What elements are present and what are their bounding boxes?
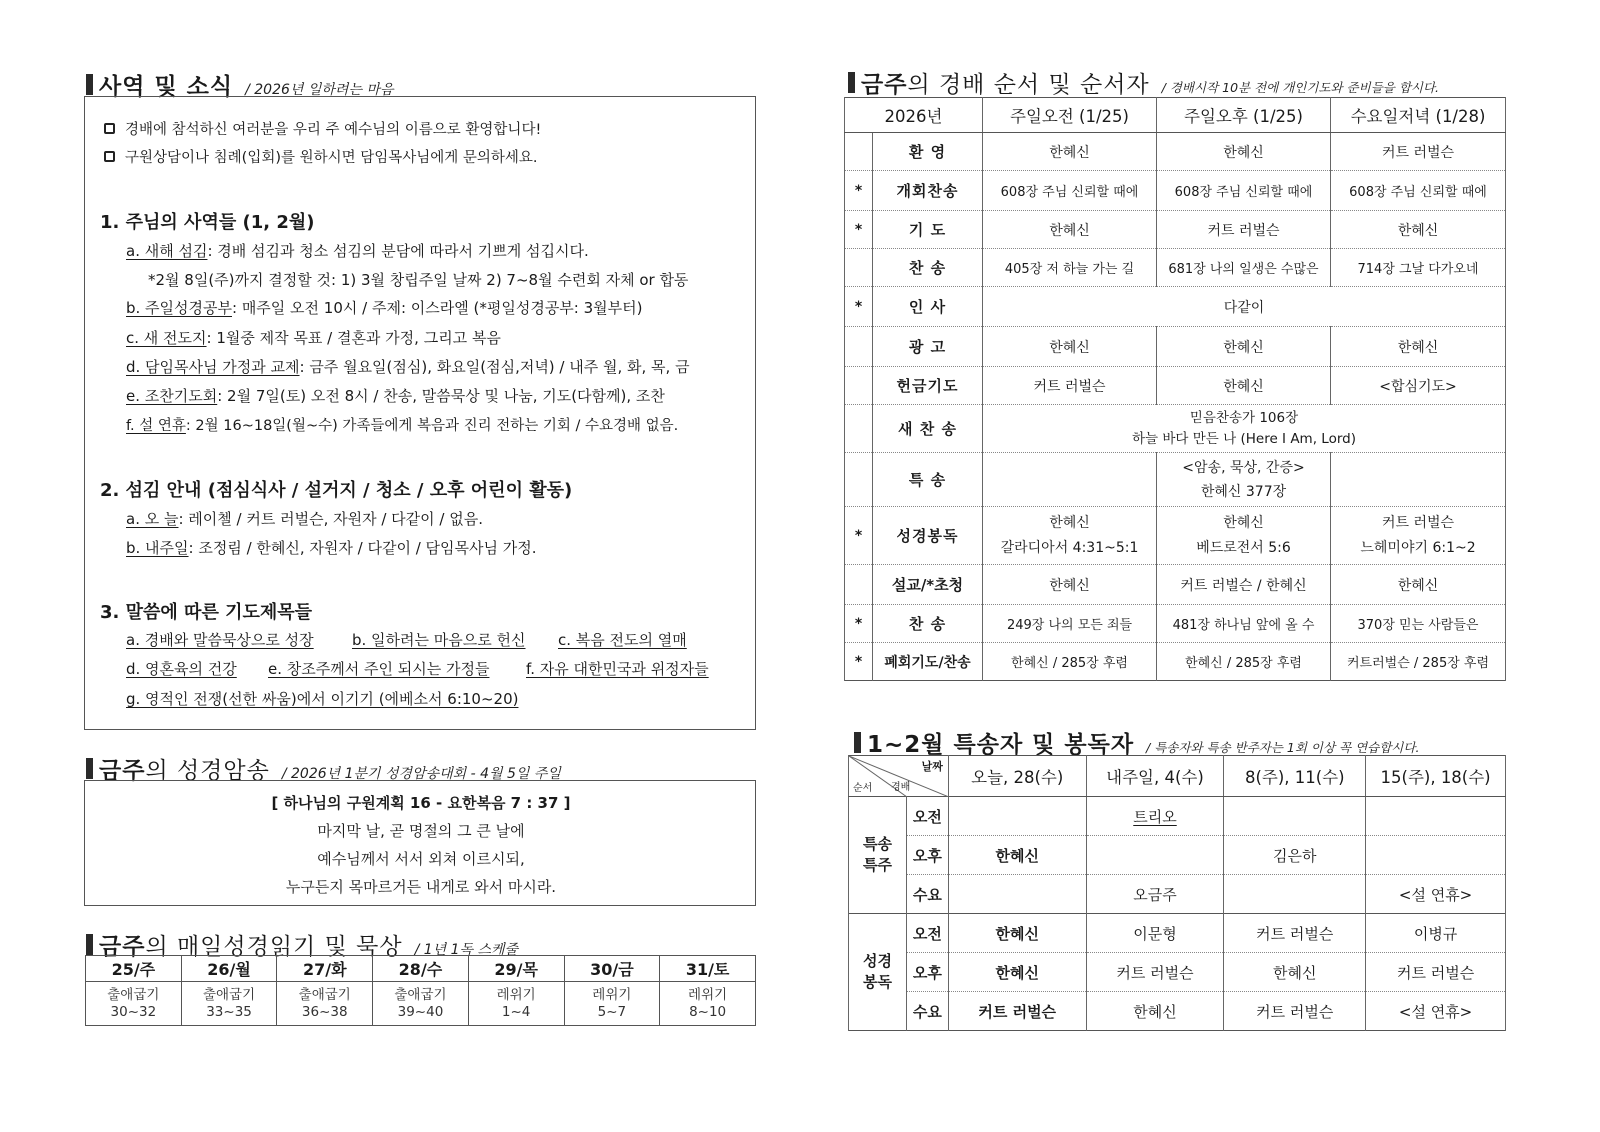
day-cell: 29/목 xyxy=(468,956,564,982)
section-heading-1: 1. 주님의 사역들 (1, 2월) xyxy=(100,212,315,233)
prayer-c: c. 복음 전도의 열매 xyxy=(558,631,687,649)
date-header: 오늘, 28(수) xyxy=(948,756,1086,797)
section-bar-icon xyxy=(86,74,93,95)
prayer-e: e. 창조주께서 주인 되시는 가정들 xyxy=(268,660,490,678)
worship-row-greeting xyxy=(845,287,1506,327)
day-cell: 25/주 xyxy=(86,956,182,982)
stand-marker: * xyxy=(845,643,873,681)
day-cell: 30/금 xyxy=(564,956,660,982)
reading-cell xyxy=(564,982,660,1026)
stand-marker: * xyxy=(845,507,873,565)
worship-cell: 한혜신 xyxy=(1331,211,1506,249)
order-label: 폐회기도/찬송 xyxy=(873,643,983,681)
worship-cell: 한혜신 / 285장 후렴 xyxy=(1157,643,1331,681)
reading-subtitle: / 1년 1독 스케줄 xyxy=(414,942,519,958)
worship-cell: 481장 하나님 앞에 올 수 xyxy=(1157,605,1331,643)
order-label: 개회찬송 xyxy=(873,171,983,211)
worship-cell: 한혜신 xyxy=(983,327,1157,367)
worship-cell xyxy=(983,507,1157,565)
new-hymn-number: 믿음찬송가 106장 xyxy=(1189,409,1299,426)
day-cell: 26/월 xyxy=(181,956,277,982)
reading-cell xyxy=(181,982,277,1026)
special-cell: 트리오 xyxy=(1086,797,1224,836)
worship-cell: 681장 나의 일생은 수많은 xyxy=(1157,249,1331,287)
corner-date-label: 날짜 xyxy=(921,760,943,773)
worship-row-welcome xyxy=(845,133,1506,171)
special-row xyxy=(849,992,1506,1031)
verse-reference: [ 하나님의 구원계획 16 - 요한복음 7 : 37 ] xyxy=(271,794,571,812)
new-hymn-title: 하늘 바다 만든 나 (Here I Am, Lord) xyxy=(1132,430,1356,447)
stand-marker: * xyxy=(845,287,873,327)
worship-cell xyxy=(1157,453,1331,507)
book: 출애굽기 xyxy=(202,986,256,1003)
special-cell: 커트 러벌슨 xyxy=(1366,953,1506,992)
worship-row-offering-prayer xyxy=(845,367,1506,405)
worship-cell: 커트 러벌슨 xyxy=(983,367,1157,405)
worship-row-sermon xyxy=(845,565,1506,605)
item-label: a. 새해 섬김 xyxy=(126,242,208,260)
worship-cell: 커트 러벌슨 / 한혜신 xyxy=(1157,565,1331,605)
chapters: 8~10 xyxy=(689,1003,727,1020)
worship-cell xyxy=(1331,453,1506,507)
worship-cell: <합심기도> xyxy=(1331,367,1506,405)
service-header: 주일오전 (1/25) xyxy=(983,98,1157,133)
special-row xyxy=(849,875,1506,914)
item-text: : 레이첼 / 커트 러벌슨, 자원자 / 다같이 / 없음. xyxy=(178,510,483,528)
worship-cell: 405장 저 하늘 가는 길 xyxy=(983,249,1157,287)
slot-label: 수요 xyxy=(906,992,948,1031)
stand-marker xyxy=(845,405,873,453)
chapters: 1~4 xyxy=(501,1003,531,1020)
order-label: 광 고 xyxy=(873,327,983,367)
item-label: e. 조찬기도회 xyxy=(126,387,218,405)
stand-marker xyxy=(845,367,873,405)
order-label: 인 사 xyxy=(873,287,983,327)
stand-marker: * xyxy=(845,211,873,249)
ministry-title: 사역 및 소식 xyxy=(99,74,234,100)
special-subtitle: / 특송자와 특송 반주자는 1회 이상 꼭 연습합시다. xyxy=(1146,740,1420,755)
stand-marker: * xyxy=(845,605,873,643)
worship-cell: 370장 믿는 사람들은 xyxy=(1331,605,1506,643)
reading-cell xyxy=(373,982,469,1026)
section-bar-icon xyxy=(854,732,861,753)
section-heading-2: 2. 섬김 안내 (점심식사 / 설거지 / 청소 / 오후 어린이 활동) xyxy=(100,480,573,501)
worship-cell xyxy=(983,453,1157,507)
order-label: 설교/*초청 xyxy=(873,565,983,605)
slot-label: 수요 xyxy=(906,875,948,914)
title-light: 의 매일성경읽기 및 묵상 xyxy=(145,934,403,960)
prayer-g: g. 영적인 전쟁(선한 싸움)에서 이기기 (에베소서 6:10~20) xyxy=(126,690,519,708)
reading-cell xyxy=(86,982,182,1026)
date-header: 내주일, 4(수) xyxy=(1086,756,1224,797)
worship-row-opening-hymn xyxy=(845,171,1506,211)
worship-cell: 커트러벌슨 / 285장 후렴 xyxy=(1331,643,1506,681)
prayer-d: d. 영혼육의 건강 xyxy=(126,660,237,678)
worship-row-scripture-reading xyxy=(845,507,1506,565)
worship-cell: 한혜신 xyxy=(983,133,1157,171)
worship-cell xyxy=(1331,507,1506,565)
section-bar-icon xyxy=(86,934,93,955)
special-header-row xyxy=(849,756,1506,797)
book: 레위기 xyxy=(688,986,728,1003)
worship-row-closing-hymn xyxy=(845,605,1506,643)
worship-row-announcements xyxy=(845,327,1506,367)
group-label-scripture-reading xyxy=(849,914,907,1031)
special-cell xyxy=(1086,836,1224,875)
worship-cell: 714장 그날 다가오네 xyxy=(1331,249,1506,287)
chapters: 5~7 xyxy=(597,1003,627,1020)
notice-text: 경배에 참석하신 여러분을 우리 주 예수님의 이름으로 환영합니다! xyxy=(125,122,542,138)
year-header: 2026년 xyxy=(845,98,983,133)
order-label: 찬 송 xyxy=(873,605,983,643)
worship-cell: 608장 주님 신뢰할 때에 xyxy=(1157,171,1331,211)
group-label-special-song xyxy=(849,797,907,914)
special-table xyxy=(848,755,1506,1031)
title-bold: 금주 xyxy=(99,934,146,960)
special-cell: 커트 러벌슨 xyxy=(948,992,1086,1031)
notice-1 xyxy=(104,118,541,139)
special-cell xyxy=(1224,875,1366,914)
special-cell xyxy=(1224,797,1366,836)
title-bold: 금주 xyxy=(861,72,908,98)
ministry-subtitle: / 2026년 일하려는 마음 xyxy=(245,82,394,98)
worship-cell: 한혜신 xyxy=(1331,327,1506,367)
item-text: : 2월 16~18일(월~수) 가족들에게 복음과 진리 전하는 기회 / 수요경배 없음. xyxy=(185,418,679,434)
section-heading-3: 3. 말씀에 따른 기도제목들 xyxy=(100,602,313,623)
special-cell: 한혜신 xyxy=(948,953,1086,992)
item-text: : 매주일 오전 10시 / 주제: 이스라엘 (*평일성경공부: 3월부터) xyxy=(232,299,643,317)
cell-line: <암송, 묵상, 간증> xyxy=(1182,459,1305,476)
worship-row-special-song xyxy=(845,453,1506,507)
item-text: : 금주 월요일(점심), 화요일(점심,저녁) / 내주 월, 화, 목, 금 xyxy=(299,358,690,376)
item-2a xyxy=(126,508,483,529)
special-cell: 한혜신 xyxy=(1224,953,1366,992)
stand-marker xyxy=(845,249,873,287)
order-label: 찬 송 xyxy=(873,249,983,287)
worship-row-benediction xyxy=(845,643,1506,681)
item-label: f. 설 연휴 xyxy=(126,418,186,434)
worship-cell-merged: 다같이 xyxy=(983,287,1506,327)
verse-line-1: 마지막 날, 곧 명절의 그 큰 날에 xyxy=(317,822,525,840)
worship-cell: 한혜신 xyxy=(1157,327,1331,367)
chapters: 36~38 xyxy=(301,1003,348,1020)
prayer-b: b. 일하려는 마음으로 헌신 xyxy=(352,631,526,649)
worship-row-hymn xyxy=(845,249,1506,287)
special-cell: 한혜신 xyxy=(948,914,1086,953)
special-cell xyxy=(948,875,1086,914)
item-label: d. 담임목사님 가정과 교제 xyxy=(126,358,300,376)
corner-header-cell xyxy=(849,756,949,797)
item-1d xyxy=(126,356,690,377)
special-cell: 오금주 xyxy=(1086,875,1224,914)
prayer-f: f. 자유 대한민국과 위정자들 xyxy=(526,660,709,678)
special-cell: 커트 러벌슨 xyxy=(1224,914,1366,953)
item-1b xyxy=(126,297,643,318)
special-cell: 이문형 xyxy=(1086,914,1224,953)
reading-header-row xyxy=(86,956,756,982)
section-bar-icon xyxy=(848,72,855,93)
special-cell: <설 연휴> xyxy=(1366,875,1506,914)
slot-label: 오후 xyxy=(906,836,948,875)
section-bar-icon xyxy=(86,758,93,779)
worship-cell: 커트 러벌슨 xyxy=(1157,211,1331,249)
worship-cell: 한혜신 / 285장 후렴 xyxy=(983,643,1157,681)
day-cell: 31/토 xyxy=(660,956,756,982)
verse-line-2: 예수님께서 서서 외쳐 이르시되, xyxy=(317,850,525,868)
reading-cell xyxy=(660,982,756,1026)
stand-marker xyxy=(845,453,873,507)
special-row xyxy=(849,797,1506,836)
order-label: 성경봉독 xyxy=(873,507,983,565)
worship-cell xyxy=(1157,507,1331,565)
item-text: : 조정림 / 한혜신, 자원자 / 다같이 / 담임목사님 가정. xyxy=(188,539,537,557)
item-label: b. 내주일 xyxy=(126,539,189,557)
special-cell: 김은하 xyxy=(1224,836,1366,875)
reading-body-row xyxy=(86,982,756,1026)
worship-row-new-hymn xyxy=(845,405,1506,453)
worship-subtitle: / 경배시작 10분 전에 개인기도와 준비들을 합시다. xyxy=(1161,80,1440,95)
stand-marker xyxy=(845,327,873,367)
worship-cell: 한혜신 xyxy=(1157,133,1331,171)
special-cell: 이병규 xyxy=(1366,914,1506,953)
chapters: 39~40 xyxy=(397,1003,444,1020)
day-cell: 27/화 xyxy=(277,956,373,982)
order-label: 환 영 xyxy=(873,133,983,171)
worship-cell-merged xyxy=(983,405,1506,453)
cell-line: 한혜신 377장 xyxy=(1200,483,1287,500)
worship-cell: 608장 주님 신뢰할 때에 xyxy=(983,171,1157,211)
special-cell: 커트 러벌슨 xyxy=(1086,953,1224,992)
chapters: 33~35 xyxy=(206,1003,252,1020)
notice-text: 구원상담이나 침례(입회)를 원하시면 담임목사님에게 문의하세요. xyxy=(125,150,538,166)
prayer-a: a. 경배와 말씀묵상으로 성장 xyxy=(126,631,314,649)
book: 출애굽기 xyxy=(107,986,160,1003)
order-label: 헌금기도 xyxy=(873,367,983,405)
special-cell xyxy=(948,797,1086,836)
slot-label: 오전 xyxy=(906,914,948,953)
chapters: 30~32 xyxy=(110,1003,157,1020)
special-row xyxy=(849,914,1506,953)
cell-line: 베드로전서 5:6 xyxy=(1196,539,1291,556)
title-light: 의 경배 순서 및 순서자 xyxy=(907,72,1150,98)
cell-line: 갈라디아서 4:31~5:1 xyxy=(1000,539,1139,556)
item-1a xyxy=(126,240,589,261)
special-cell: <설 연휴> xyxy=(1366,992,1506,1031)
special-cell: 한혜신 xyxy=(1086,992,1224,1031)
worship-header-row xyxy=(845,98,1506,133)
item-text: : 1월중 제작 목표 / 결혼과 가정, 그리고 복음 xyxy=(206,329,501,347)
special-cell xyxy=(1366,797,1506,836)
service-header: 주일오후 (1/25) xyxy=(1157,98,1331,133)
special-cell: 커트 러벌슨 xyxy=(1224,992,1366,1031)
special-row xyxy=(849,953,1506,992)
order-label: 새 찬 송 xyxy=(873,405,983,453)
stand-marker: * xyxy=(845,171,873,211)
item-label: c. 새 전도지 xyxy=(126,329,207,347)
corner-order-label: 순서 xyxy=(853,783,873,794)
date-header: 8(주), 11(수) xyxy=(1224,756,1366,797)
item-text: : 경배 섬김과 청소 섬김의 분담에 따라서 기쁘게 섬깁시다. xyxy=(207,242,589,260)
group-line: 특주 xyxy=(862,856,892,874)
checkbox-square-icon xyxy=(104,151,115,162)
day-cell: 28/수 xyxy=(373,956,469,982)
item-1a-note xyxy=(148,269,688,290)
title-light: 의 성경암송 xyxy=(145,758,270,784)
item-1e xyxy=(126,385,665,406)
group-line: 성경 xyxy=(862,952,892,970)
title-bold: 금주 xyxy=(99,758,146,784)
item-text: : 2월 7일(토) 오전 8시 / 찬송, 말씀묵상 및 나눔, 기도(다함께), 조찬 xyxy=(217,387,665,405)
group-line: 봉독 xyxy=(862,973,892,991)
item-text: *2월 8일(주)까지 결정할 것: 1) 3월 창립주일 날짜 2) 7~8월 수련회 자체 or 합동 xyxy=(148,271,689,289)
worship-cell: 한혜신 xyxy=(1157,367,1331,405)
service-header: 수요일저녁 (1/28) xyxy=(1331,98,1506,133)
order-label: 기 도 xyxy=(873,211,983,249)
book: 출애굽기 xyxy=(298,986,351,1003)
item-label: a. 오 늘 xyxy=(126,510,179,528)
stand-marker xyxy=(845,565,873,605)
worship-row-prayer xyxy=(845,211,1506,249)
memory-subtitle: / 2026년 1분기 성경암송대회 - 4월 5일 주일 xyxy=(281,766,561,782)
worship-table xyxy=(844,97,1506,681)
item-2b xyxy=(126,537,537,558)
worship-cell: 한혜신 xyxy=(983,211,1157,249)
item-1c xyxy=(126,327,501,348)
cell-line: 한혜신 xyxy=(1049,514,1090,531)
item-1f xyxy=(126,414,678,435)
notice-2 xyxy=(104,146,538,167)
item-label: b. 주일성경공부 xyxy=(126,299,232,317)
cell-line: 한혜신 xyxy=(1223,514,1264,531)
reading-cell xyxy=(277,982,373,1026)
worship-section-title xyxy=(848,66,1439,99)
book: 출애굽기 xyxy=(394,986,447,1003)
stand-marker xyxy=(845,133,873,171)
date-header: 15(주), 18(수) xyxy=(1366,756,1506,797)
book: 레위기 xyxy=(592,986,632,1003)
special-title: 1~2월 특송자 및 봉독자 xyxy=(867,732,1135,758)
checkbox-square-icon xyxy=(104,123,115,134)
slot-label: 오후 xyxy=(906,953,948,992)
worship-cell: 249장 나의 모든 죄들 xyxy=(983,605,1157,643)
special-cell: 한혜신 xyxy=(948,836,1086,875)
order-label: 특 송 xyxy=(873,453,983,507)
slot-label: 오전 xyxy=(906,797,948,836)
verse-line-3: 누구든지 목마르거든 내게로 와서 마시라. xyxy=(285,878,557,896)
reading-table xyxy=(85,955,756,1026)
worship-cell: 한혜신 xyxy=(983,565,1157,605)
worship-cell: 한혜신 xyxy=(1331,565,1506,605)
worship-cell: 커트 러벌슨 xyxy=(1331,133,1506,171)
group-line: 특송 xyxy=(862,835,892,853)
worship-cell: 608장 주님 신뢰할 때에 xyxy=(1331,171,1506,211)
cell-line: 느헤미야기 6:1~2 xyxy=(1360,539,1476,556)
reading-cell xyxy=(468,982,564,1026)
special-row xyxy=(849,836,1506,875)
special-cell xyxy=(1366,836,1506,875)
cell-line: 커트 러벌슨 xyxy=(1381,514,1455,531)
book: 레위기 xyxy=(496,986,536,1003)
corner-service-label: 경배 xyxy=(891,782,911,793)
